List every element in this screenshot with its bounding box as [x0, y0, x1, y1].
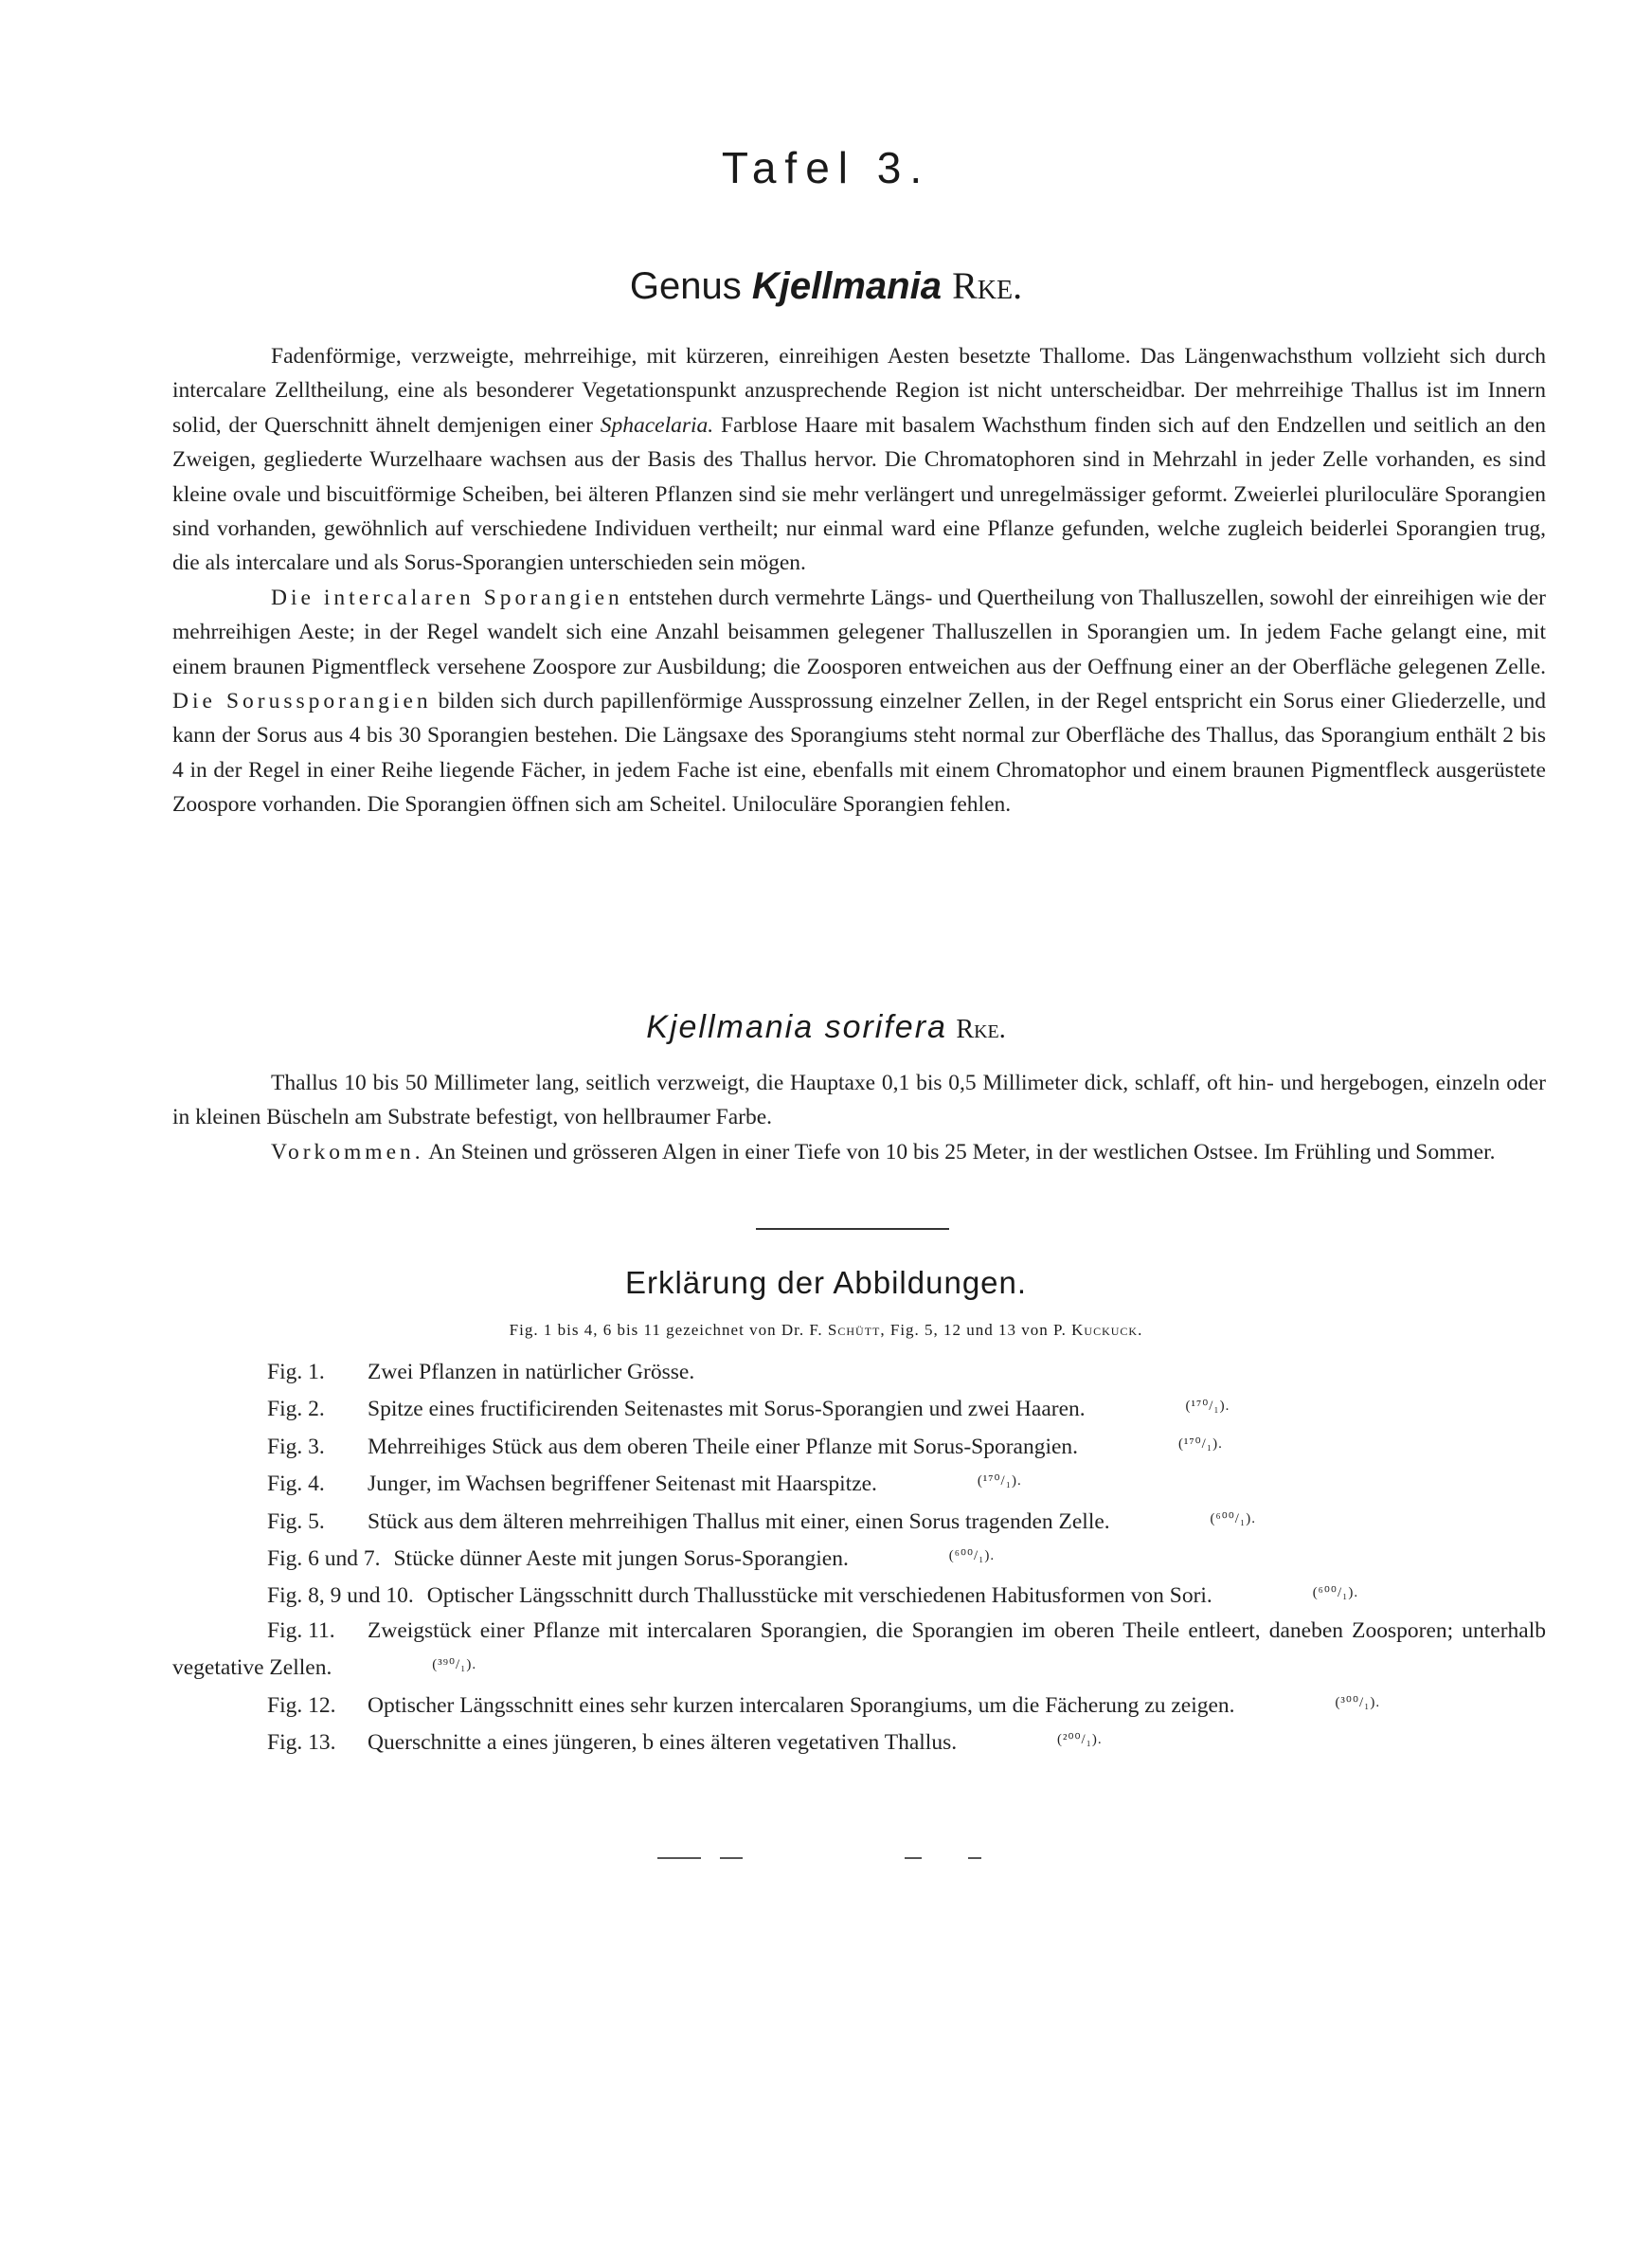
figure-magnification: (¹⁷⁰/₁). — [977, 1473, 1022, 1490]
figure-text: Stück aus dem älteren mehrreihigen Thallus mit einer, einen Sorus tragenden Zelle. — [368, 1508, 1110, 1534]
genus-paragraph-2 — [172, 581, 1546, 822]
species-p2-text: An Steinen und grösseren Algen in einer Tiefe von 10 bis 25 Meter, in der westlichen Ostsee. Im Frühling und Sommer. — [428, 1139, 1496, 1165]
figure-label: Fig. 8, 9 und 10. — [267, 1583, 414, 1609]
section-divider — [756, 1228, 949, 1230]
figure-text: Junger, im Wachsen begriffener Seitenast mit Haarspitze. — [368, 1472, 877, 1497]
ornament-dash — [720, 1857, 743, 1859]
figure-text: Mehrreihiges Stück aus dem oberen Theile einer Pflanze mit Sorus-Sporangien. — [368, 1434, 1079, 1459]
credit-part1: Fig. 1 bis 4, 6 bis 11 gezeichnet von Dr. F. — [509, 1321, 823, 1339]
figure-label: Fig. 6 und 7. — [267, 1546, 381, 1572]
genus-heading — [0, 263, 1652, 308]
figure-item — [172, 1539, 1546, 1576]
figure-label: Fig. 11. — [267, 1617, 335, 1643]
figure-label: Fig. 2. — [267, 1397, 325, 1422]
genus-p1-part2: Farblose Haare mit basalem Wachsthum finden sich auf den Endzellen und seitlich an den Zweigen, gegliederte Wurzelhaare wachsen aus der Basis des Thallus hervor. Die Chromatophoren sind in Mehrzahl in jeder Zelle vorhanden, es sind kleine ovale und biscuitförmige Scheiben, bei älteren Pflanzen sind sie mehr verlängert und unregelmässiger geformt. Zweierlei pluriloculäre Sporangien sind vorhanden, gewöhnlich auf verschiedene Individuen vertheilt; nur einmal ward eine Pflanze gefunden, welche zugleich beiderlei Sporangien trug, die als intercalare und als Sorus-Sporangien unterschieden sein mögen. — [172, 412, 1546, 576]
genus-p2-part1: entstehen durch vermehrte Längs- und Quertheilung von Thalluszellen, sowohl der einreihigen wie der mehrreihigen Aeste; in der Regel wandelt sich eine Anzahl beisammen gelegener Thalluszellen in Sporangien um. In jedem Fache gelangt eine, mit einem braunen Pigmentfleck versehene Zoospore zur Ausbildung; die Zoosporen entweichen aus der Oeffnung einer an der Oberfläche gelegenen Zelle. — [172, 585, 1546, 679]
species-p2-spaced: Vorkommen. — [271, 1139, 424, 1165]
figure-text: Spitze eines fructificirenden Seitenastes mit Sorus-Sporangien und zwei Haaren. — [368, 1397, 1086, 1422]
figure-magnification: (⁶⁰⁰/₁). — [1210, 1510, 1256, 1526]
genus-p1-part1: Fadenförmige, verzweigte, mehrreihige, mit kürzeren, einreihigen Aesten besetzte Thallome. Das Längenwachsthum vollzieht sich durch intercalare Zelltheilung, eine als besonderer Vegetationspunkt anzusprechende Region ist nicht unterscheidbar. Der mehrreihige Thallus ist im Innern solid, der Querschnitt ähnelt demjenigen einer — [172, 344, 1546, 438]
figure-label: Fig. 5. — [267, 1508, 325, 1534]
species-paragraph-1: Thallus 10 bis 50 Millimeter lang, seitlich verzweigt, die Hauptaxe 0,1 bis 0,5 Millimeter dick, schlaff, oft hin- und hergebogen, einzeln oder in kleinen Büscheln am Substrate befestigt, von hellbraumer Farbe. — [172, 1071, 1546, 1130]
figure-label: Fig. 13. — [267, 1730, 336, 1756]
figure-list — [172, 1355, 1546, 1760]
figure-magnification: (⁶⁰⁰/₁). — [1312, 1585, 1359, 1601]
credit-name1: Schütt — [827, 1321, 881, 1339]
ornament-dash — [657, 1857, 701, 1859]
credit-part2: , Fig. 5, 12 und 13 von P. — [880, 1321, 1067, 1339]
species-name: Kjellmania sorifera — [646, 1009, 947, 1045]
figure-item — [172, 1723, 1546, 1760]
figure-magnification: (¹⁷⁰/₁). — [1185, 1399, 1230, 1415]
genus-p2-spaced1: Die intercalaren Sporangien — [271, 585, 623, 610]
figure-magnification: (⁶⁰⁰/₁). — [948, 1548, 996, 1564]
figure-magnification: (²⁰⁰/₁). — [1056, 1732, 1103, 1748]
species-description — [172, 1066, 1546, 1169]
figure-magnification: (¹⁷⁰/₁). — [1177, 1435, 1223, 1452]
figure-item — [172, 1686, 1546, 1723]
figure-label: Fig. 12. — [267, 1692, 336, 1718]
genus-author: Rke. — [952, 264, 1023, 307]
species-heading — [0, 1009, 1652, 1046]
ornament-dash — [968, 1857, 981, 1859]
figure-magnification: (³⁰⁰/₁). — [1335, 1694, 1381, 1710]
figure-text: Querschnitte a eines jüngeren, b eines älteren vegetativen Thallus. — [368, 1730, 958, 1756]
figure-item — [172, 1355, 1546, 1389]
credit-name2: Kuckuck — [1071, 1321, 1139, 1339]
species-paragraph-2 — [172, 1135, 1546, 1169]
figure-item — [172, 1464, 1546, 1501]
figure-text: Optischer Längsschnitt eines sehr kurzen intercalaren Sporangiums, um die Fächerung zu zeigen. — [368, 1692, 1235, 1718]
explanation-credit — [0, 1321, 1652, 1340]
genus-paragraph-1 — [172, 339, 1546, 581]
figure-label: Fig. 4. — [267, 1472, 325, 1497]
ornament-dash — [905, 1857, 922, 1859]
credit-end: . — [1138, 1321, 1143, 1339]
figure-item — [172, 1502, 1546, 1539]
plate-title: Tafel 3. — [721, 143, 931, 192]
explanation-title: Erklärung der Abbildungen. — [624, 1265, 1028, 1300]
genus-name: Kjellmania — [751, 265, 942, 307]
genus-prefix: Genus — [629, 265, 742, 307]
figure-text: Zweigstück einer Pflanze mit intercalaren Sporangien, die Sporangien im oberen Theile entleert, daneben Zoosporen; unterhalb vegetative Zellen. — [172, 1617, 1546, 1681]
figure-text: Optischer Längsschnitt durch Thallusstücke mit verschiedenen Habitusformen von Sori. — [426, 1583, 1212, 1609]
figure-label: Fig. 1. — [267, 1360, 325, 1384]
figure-item — [172, 1389, 1546, 1426]
figure-text: Stücke dünner Aeste mit jungen Sorus-Sporangien. — [393, 1546, 849, 1572]
figure-item — [172, 1427, 1546, 1464]
genus-p2-part2: bilden sich durch papillenförmige Aussprossung einzelner Zellen, in der Regel entspricht ein Sorus einer Gliederzelle, und kann der Sorus aus 4 bis 30 Sporangien bestehen. Die Längsaxe des Sporangiums steht normal zur Oberfläche des Thallus, das Sporangium enthält 2 bis 4 in der Regel in einer Reihe liegende Fächer, in jedem Fache ist eine, ebenfalls mit einem Chromatophor und einem braunen Pigmentfleck ausgerüstete Zoospore vorhanden. Die Sporangien öffnen sich am Scheitel. Uniloculäre Sporangien fehlen. — [172, 689, 1546, 818]
genus-p1-italic: Sphacelaria. — [600, 412, 714, 438]
genus-p2-spaced2: Die Sorussporangien — [172, 689, 432, 714]
species-author: Rke. — [956, 1015, 1006, 1044]
figure-label: Fig. 3. — [267, 1434, 325, 1459]
figure-item — [172, 1576, 1546, 1613]
figure-item — [172, 1614, 1546, 1686]
genus-description — [172, 339, 1546, 822]
figure-text: Zwei Pflanzen in natürlicher Grösse. — [368, 1360, 695, 1384]
figure-magnification: (³⁹⁰/₁). — [432, 1657, 477, 1673]
